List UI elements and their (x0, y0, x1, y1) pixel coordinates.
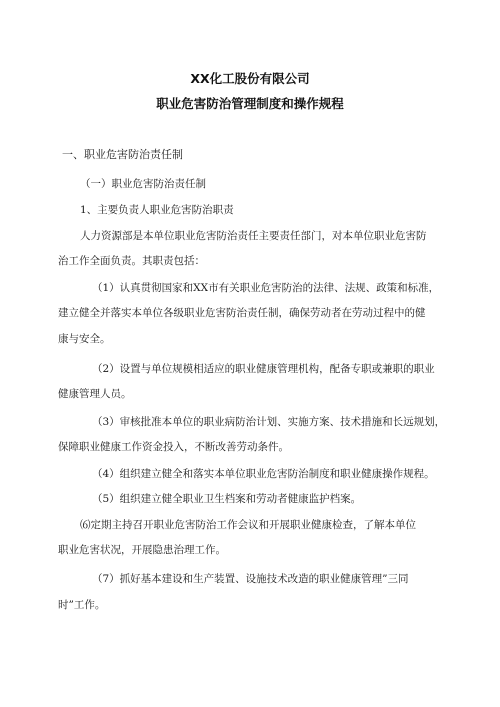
duty-5-line-1: （5）组织建立健全职业卫生档案和劳动者健康监护档案。 (92, 493, 362, 505)
intro-line-2: 治工作全面负责。其职责包括： (58, 255, 205, 267)
company-title: XX化工股份有限公司 (190, 71, 310, 86)
duty-7-line-2: 时”工作。 (58, 599, 106, 611)
duty-1-line-1: （1）认真贯彻国家和XX市有关职业危害防治的法律、法规、政策和标准， (92, 282, 440, 294)
duty-7-line-1: （7）抓好基本建设和生产装置、设施技术改造的职业健康管理”三同 (92, 573, 409, 585)
duty-6-line-2: 职业危害状况，开展隐患治理工作。 (58, 544, 226, 556)
subsection-heading: （一）职业危害防治责任制 (80, 178, 206, 190)
duty-2-line-1: （2）设置与单位规模相适应的职业健康管理机构，配备专职或兼职的职业 (92, 363, 435, 375)
duty-1-line-3: 康与安全。 (58, 333, 111, 345)
duty-3-line-1: （3）审核批准本单位的职业病防治计划、实施方案、技术措施和长远规划， (92, 416, 446, 428)
item-heading: 1、主要负责人职业危害防治职责 (80, 204, 234, 216)
duty-4-line-1: （4）组织建立健全和落实本单位职业危害防治制度和职业健康操作规程。 (92, 468, 435, 480)
document-title: 职业危害防治管理制度和操作规程 (156, 96, 344, 111)
duty-2-line-2: 健康管理人员。 (58, 388, 132, 400)
duty-1-line-2: 建立健全并落实本单位各级职业危害防治责任制，确保劳动者在劳动过程中的健 (58, 307, 426, 319)
duty-6-line-1: ⑹定期主持召开职业危害防治工作会议和开展职业健康检查，了解本单位 (80, 519, 416, 531)
intro-line-1: 人力资源部是本单位职业危害防治责任主要责任部门，对本单位职业危害防 (80, 230, 427, 242)
section-heading: 一、职业危害防治责任制 (62, 148, 183, 161)
duty-3-line-2: 保障职业健康工作资金投入，不断改善劳动条件。 (58, 441, 289, 453)
